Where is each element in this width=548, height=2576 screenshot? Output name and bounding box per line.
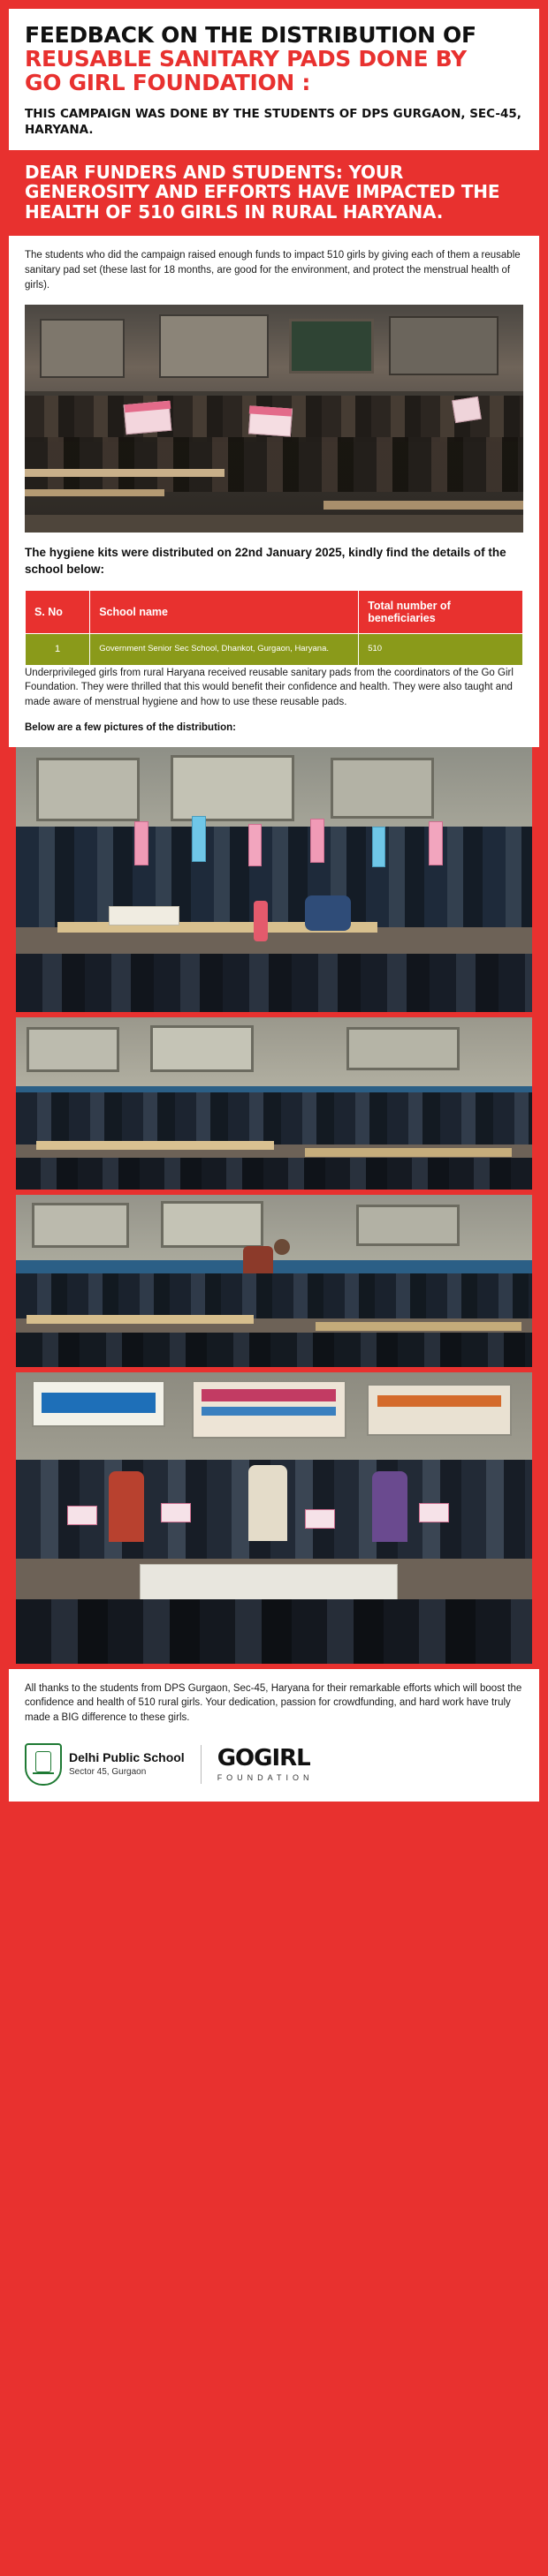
dps-sub: Sector 45, Gurgaon [69, 1766, 147, 1777]
photo-coordinator-addressing [16, 1195, 532, 1367]
footer-thanks-block [9, 1669, 539, 1734]
table-row [26, 633, 523, 665]
footer-card [9, 1669, 539, 1802]
photo-classroom-pads [25, 305, 523, 533]
thanks-paragraph: All thanks to the students from DPS Gurgaon, Sec-45, Haryana for their remarkable efforts which will boost the confidence and health of 510 rural girls. Your dedication, passion for crowdfunding, and hard work have truly made a BIG difference to these girls. [25, 1682, 522, 1723]
impact-banner-text: DEAR FUNDERS AND STUDENTS: YOUR GENEROSITY AND EFFORTS HAVE IMPACTED THE HEALTH OF 510 GIRLS IN RURAL HARYANA. [25, 162, 500, 223]
dps-logo-text [69, 1751, 185, 1776]
photo-strip [9, 747, 539, 1664]
kits-note: The hygiene kits were distributed on 22nd January 2025, kindly find the details of the school below: [25, 546, 506, 576]
gogirl-name: GOGIRL [217, 1744, 310, 1771]
table-header-school: School name [90, 590, 359, 633]
page-title [25, 23, 523, 94]
table-header-beneficiaries: Total number of beneficiaries [359, 590, 523, 633]
photo-girls-standing-pads [16, 747, 532, 1012]
cell-school: Government Senior Sec School, Dhankot, Gurgaon, Haryana. [90, 633, 359, 665]
beneficiaries-table [25, 590, 523, 666]
gogirl-sub: FOUNDATION [217, 1772, 314, 1782]
cell-sno: 1 [26, 633, 90, 665]
photo-classroom-wide [16, 1017, 532, 1190]
dps-logo [25, 1743, 201, 1786]
header-card [9, 9, 539, 747]
impact-banner [9, 150, 539, 236]
body-block [9, 236, 539, 746]
title-line-2: REUSABLE SANITARY PADS DONE BY [25, 46, 467, 72]
pictures-note: Below are a few pictures of the distribution: [25, 721, 236, 733]
gogirl-logo [202, 1744, 314, 1782]
footer-logos [9, 1734, 539, 1802]
title-line-3: GO GIRL FOUNDATION : [25, 70, 311, 95]
after-table-paragraph: Underprivileged girls from rural Haryana received reusable sanitary pads from the coordinators of the Go Girl Foundation. They were thrilled that this would benefit their confidence and health. They were also taught and made aware of menstrual hygiene and how to use these reusable pads. [25, 667, 514, 707]
dps-name: Delhi Public School [69, 1750, 185, 1765]
photo-group-with-banner [16, 1372, 532, 1664]
header-block [9, 9, 539, 150]
intro-paragraph: The students who did the campaign raised enough funds to impact 510 girls by giving each of them a reusable sanitary pad set (these last for 18 months, are good for the environment, and protect the menstrual health of girls). [25, 250, 521, 291]
table-header-row [26, 590, 523, 633]
cell-beneficiaries: 510 [359, 633, 523, 665]
title-line-1: FEEDBACK ON THE DISTRIBUTION OF [25, 22, 476, 48]
table-header-sno: S. No [26, 590, 90, 633]
page-subtitle: THIS CAMPAIGN WAS DONE BY THE STUDENTS OF DPS GURGAON, SEC-45, HARYANA. [25, 107, 521, 137]
dps-crest-icon [25, 1743, 62, 1786]
